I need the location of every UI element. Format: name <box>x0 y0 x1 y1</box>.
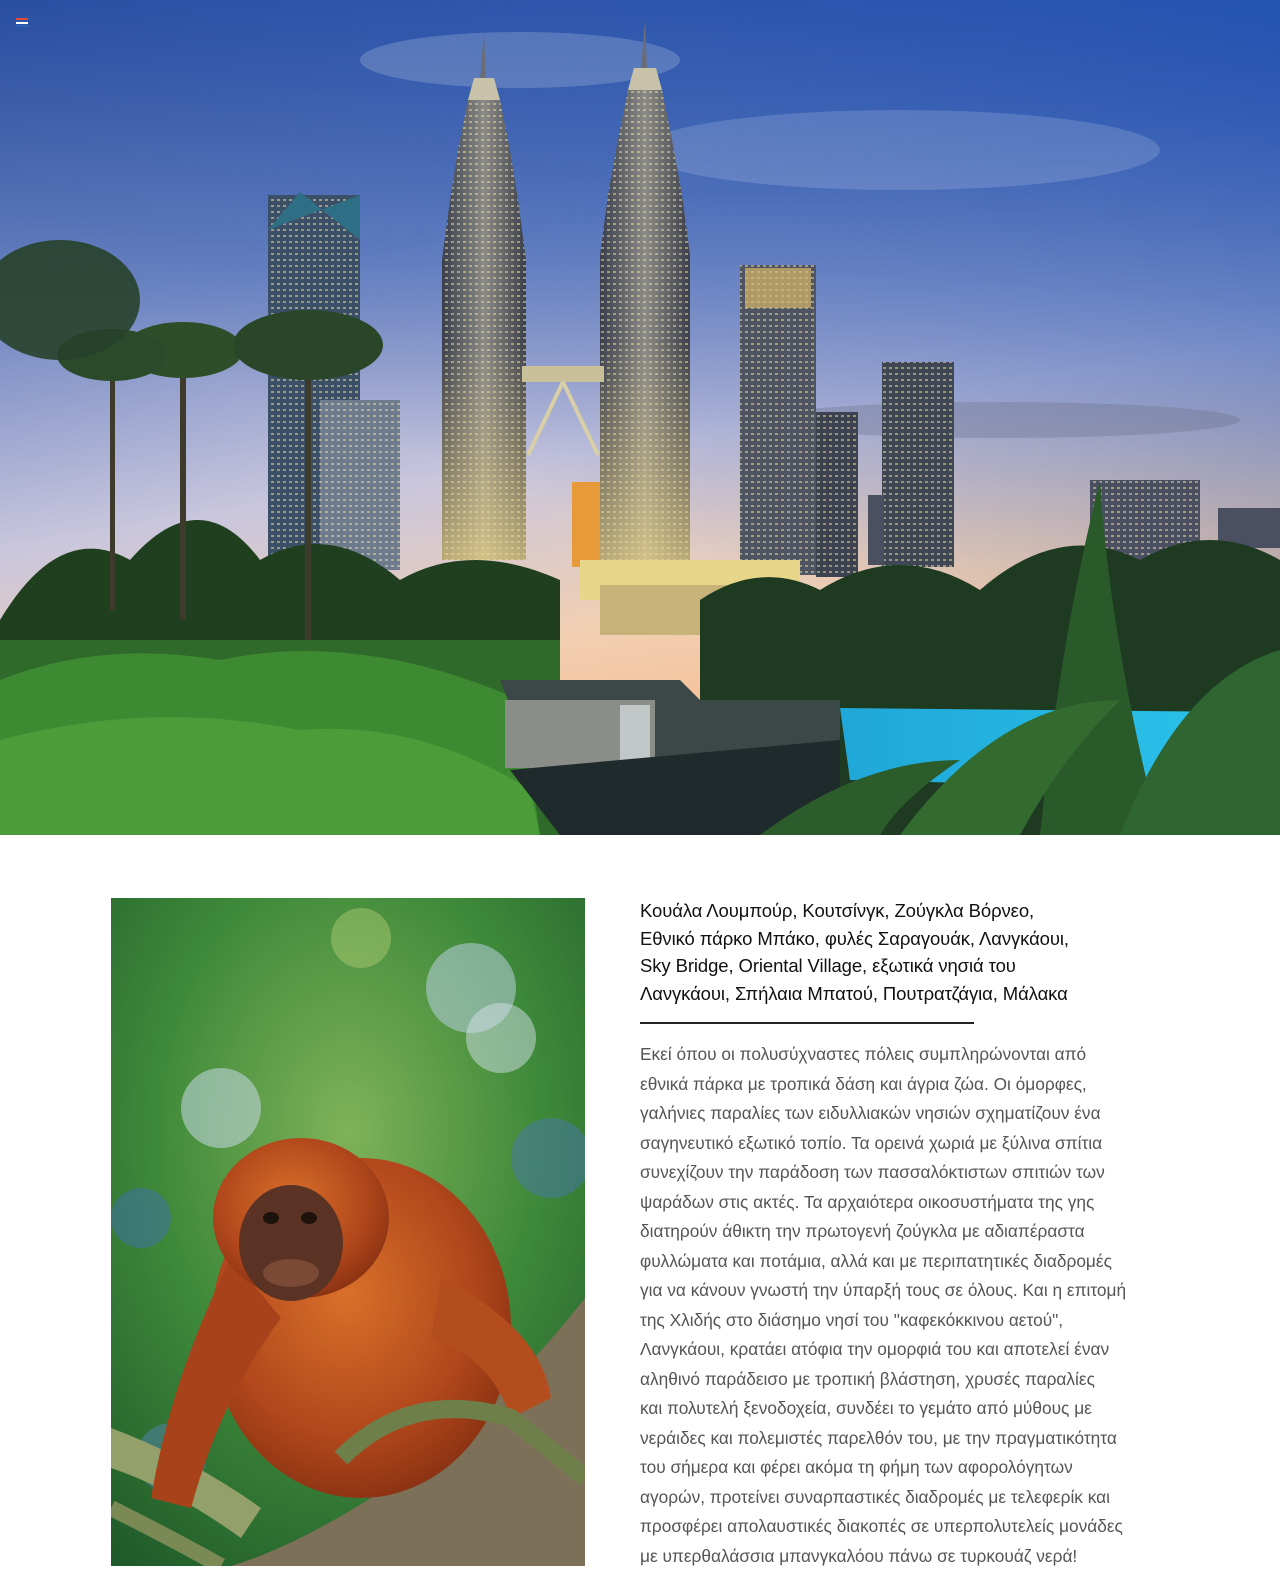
body-line: και πολυτελή ξενοδοχεία, συνδέει το γεμάτο από μύθους με <box>640 1394 1180 1424</box>
body-line: αγορών, προτείνει συναρπαστικές διαδρομές με τελεφερίκ και <box>640 1483 1180 1513</box>
body-line: με υπερθαλάσσια μπανγκαλόου πάνω σε τυρκουάζ νερά! <box>640 1542 1180 1571</box>
body-line: διατηρούν άθικτη την πρωτογενή ζούγκλα με αδιαπέραστα <box>640 1217 1180 1247</box>
body-line: αληθινό παράδεισο με τροπική βλάστηση, χρυσές παραλίες <box>640 1365 1180 1395</box>
headline-line: Sky Bridge, Oriental Village, εξωτικά νησιά του <box>640 952 1180 980</box>
headline-line: Κουάλα Λουμπούρ, Κουτσίνγκ, Ζούγκλα Βόρνεο, <box>640 897 1180 925</box>
headline-line: Εθνικό πάρκο Μπάκο, φυλές Σαραγουάκ, Λανγκάουι, <box>640 925 1180 953</box>
headline-line: Λανγκάουι, Σπήλαια Μπατού, Πουτρατζάγια, Μάλακα <box>640 980 1180 1008</box>
side-image <box>111 898 585 1566</box>
body-line: γαλήνιες παραλίες των ειδυλλιακών νησιών σχηματίζουν ένα <box>640 1099 1180 1129</box>
body-line: Εκεί όπου οι πολυσύχναστες πόλεις συμπληρώνονται από <box>640 1040 1180 1070</box>
menu-icon[interactable] <box>16 18 28 27</box>
headline-block <box>640 897 1180 1007</box>
divider <box>640 1022 974 1024</box>
body-line: της Χλιδής στο διάσημο νησί του "καφεκόκκινου αετού", <box>640 1306 1180 1336</box>
body-line: Λανγκάουι, κρατάει ατόφια την ομορφιά του και αποτελεί έναν <box>640 1335 1180 1365</box>
body-line: προσφέρει απολαυστικές διακοπές σε υπερπολυτελείς μονάδες <box>640 1512 1180 1542</box>
headline <box>640 897 1180 1007</box>
body-line: εθνικά πάρκα με τροπικά δάση και άγρια ζώα. Οι όμορφες, <box>640 1070 1180 1100</box>
orangutan-icon <box>111 898 585 1566</box>
body-line: φυλλώματα και ποτάμια, αλλά και με περιπατητικές διαδρομές <box>640 1247 1180 1277</box>
body-line: σαγηνευτικό εξωτικό τοπίο. Τα ορεινά χωριά με ξύλινα σπίτια <box>640 1129 1180 1159</box>
body-line: για να κάνουν γνωστή την ύπαρξή τους σε όλους. Και η επιτομή <box>640 1276 1180 1306</box>
body-line: νεράιδες και πολεμιστές παρελθόν του, με την πραγματικότητα <box>640 1424 1180 1454</box>
body-line: ψαράδων στις ακτές. Τα αρχαιότερα οικοσυστήματα της γης <box>640 1188 1180 1218</box>
body-line: συνεχίζουν την παράδοση των πασσαλόκτιστων σπιτιών των <box>640 1158 1180 1188</box>
body-line: του σήμερα και φέρει ακόμα τη φήμη των αφορολόγητων <box>640 1453 1180 1483</box>
body-text <box>640 1040 1180 1571</box>
